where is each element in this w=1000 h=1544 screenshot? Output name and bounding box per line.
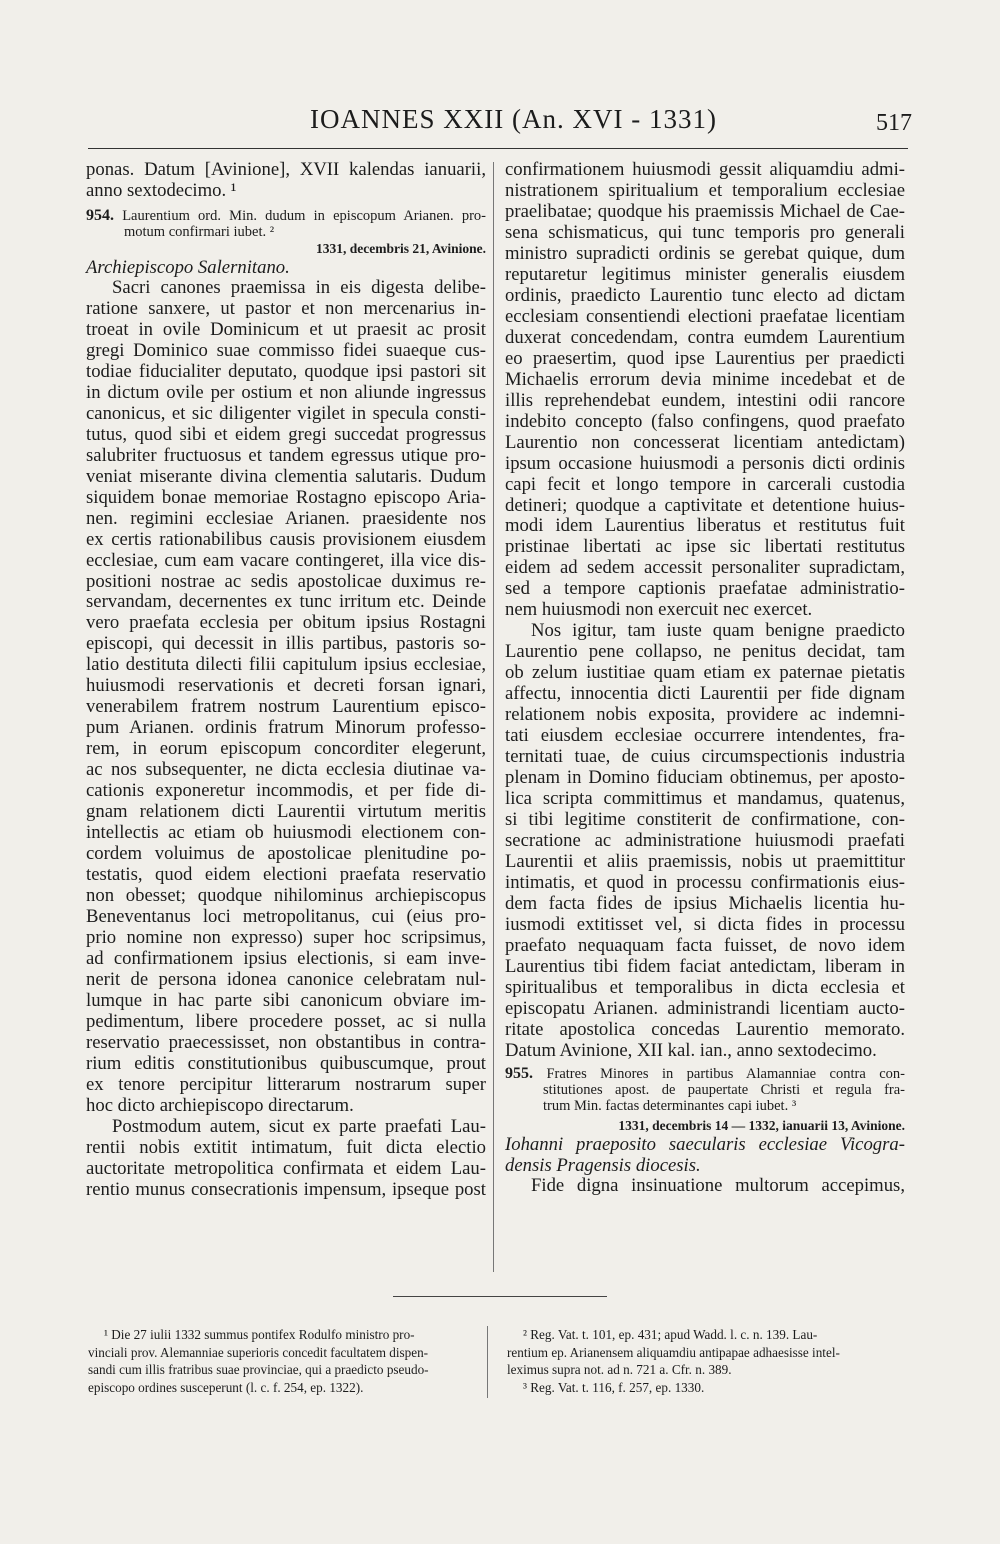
text-line: servandam, decernentes ex tunc irritum etc. Deinde (86, 591, 486, 613)
text-line: testatis, quod eidem electioni praefata reservatio (86, 864, 486, 886)
text-line: tutus, quod sibi et eidem gregi succedat progressus (86, 423, 486, 445)
text-line: praefato nequaquam facta fuisset, de novo idem (505, 934, 905, 956)
text-line: rium editis constitutionibus quibuscumque, prout (86, 1052, 486, 1074)
text-line: ecclesiae, cum eam vacare contingeret, illa vice dis- (86, 549, 486, 571)
text-line: Laurentio non concesserat licentiam antedictam) (505, 431, 905, 453)
text-line: nen. regimini ecclesiae Arianen. praesidente nos (86, 507, 486, 529)
footnote-line: vinciali prov. Alemanniae superioris concedit facultatem dispen- (88, 1344, 429, 1360)
text-line: ratione sanxere, ut pastor et non mercenarius in- (86, 297, 486, 319)
footnote-line: sandi cum illis fratribus suae provinciae, qui a praedicto pseudo- (88, 1362, 429, 1377)
footnote-line: leximus supra not. ad n. 721 a. Cfr. n. 389. (507, 1362, 732, 1377)
text-line: Laurentio pene collapso, ne penitus decidat, tam (505, 641, 905, 663)
text-line: huiusmodi reservationis et decreti forsan ignari, (86, 675, 486, 697)
regest-text: Fratres Minores in partibus Alamanniae contra con- (546, 1065, 905, 1082)
text-line: tati eiusdem ecclesiae occurrere intendentes, fra- (505, 725, 905, 747)
text-line: si tibi legitime constiterit de confirmatione, con- (505, 809, 905, 831)
text-line: rem, in eorum episcopum concorditer elegerunt, (86, 738, 486, 760)
text-line: Laurentii et aliis praemissis, nobis ut praemittitur (505, 850, 905, 872)
text-line: troeat in ovile Dominicum et ut praesit ac prosit (86, 318, 486, 340)
text-line: pum Arianen. ordinis fratrum Minorum professo- (86, 717, 486, 739)
document-955-heading (505, 1066, 905, 1197)
page-number: 517 (876, 110, 912, 136)
document-date: 1331, decembris 21, Avinione. (316, 240, 486, 256)
text-line: ordinis, praedicto Laurentio tunc electo ad dictam (505, 284, 905, 306)
text-line: pristinae libertati ac ipse sic libertati restitutus (505, 536, 905, 558)
footnote-line: ³ Reg. Vat. t. 116, f. 257, ep. 1330. (523, 1379, 705, 1395)
text-line: todiae fiducialiter deputato, quodque ipsi pastori sit (86, 360, 486, 382)
document-954-heading (86, 208, 486, 278)
text-line: lumque in hac parte sibi canonicum obviare im- (86, 989, 486, 1011)
text-line: non obesset; quodque nihilominus archiepiscopus (86, 885, 486, 907)
text-line: reputaretur legitimus minister generalis eiusdem (505, 263, 905, 285)
text-line: Beneventanus loci metropolitanus, cui (eius pro- (86, 906, 486, 927)
text-line: veniat miserante divina clementia salutaris. Dudum (86, 465, 486, 487)
text-line: hoc dicto archiepiscopo directarum. (86, 1094, 354, 1116)
text-line: vero praefata ecclesia per obitum ipsius Rostagni (86, 612, 486, 634)
text-line: ex certis rationabilibus causis provisionem eiusdem (86, 528, 486, 550)
text-line: ex tenore percipitur litterarum nostrarum super (86, 1073, 486, 1095)
text-line: cationis exponeretur incommodis, et per fide di- (86, 780, 486, 802)
text-line: auctoritate metropolitica confirmata et eidem Lau- (86, 1157, 486, 1179)
text-line: intimatis, et quod in processu confirmationis eius- (505, 871, 905, 893)
footnotes-right (507, 1326, 899, 1396)
regest-text: motum confirmari iubet. ² (124, 223, 275, 240)
left-column (86, 160, 486, 1201)
text-line: eidem ad sedem accessit personaliter supradictam, (505, 557, 905, 579)
text-line: dem facta fides de ipsius Michaelis licentia hu- (505, 892, 905, 914)
text-line: ministro supradicti ordinis se gerebat quique, dum (505, 242, 905, 264)
text-line: Laurentius tibi fidem faciat antedictam, liberam in (505, 955, 905, 977)
addressee: Archiepiscopo Salernitano. (86, 256, 290, 278)
right-column (505, 160, 905, 1197)
text-line: affectu, innocentia dicti Laurentii per fide dignam (505, 683, 905, 705)
text-line: sena schismaticus, qui tunc temporis pro generali (505, 221, 905, 243)
text-line: ponas. Datum [Avinione], XVII kalendas ianuarii, (86, 159, 486, 180)
text-line: Fide digna insinuatione multorum accepimus, (531, 1174, 905, 1196)
text-line: rentio munus consecrationis impensum, ipseque post (86, 1178, 486, 1200)
text-line: nerit de persona idonea canonice celebratam nul- (86, 968, 486, 990)
text-line: duxerat concedendam, contra eumdem Laurentium (505, 326, 905, 348)
text-line: gnam relationem dicti Laurentii virtutum meritis (86, 801, 486, 823)
document-number: 954. (86, 206, 114, 224)
text-line: siquidem bonae memoriae Rostagno episcopo Aria- (86, 486, 486, 508)
text-line: ipsum occasione huiusmodi a personis dicti ordinis (505, 452, 905, 474)
footnote-line: ¹ Die 27 iulii 1332 summus pontifex Rodulfo ministro pro- (104, 1327, 415, 1342)
text-line: anno sextodecimo. ¹ (86, 179, 237, 201)
text-line: venerabilem fratrem nostrum Laurentium episco- (86, 696, 486, 718)
text-line: intellectis ac etiam ob huiusmodi electionem con- (86, 822, 486, 844)
text-line: gregi Dominico suae commisso fidei suaeque cus- (86, 339, 486, 361)
text-line: nistrationem spiritualium et temporalium ecclesiae (505, 179, 905, 201)
text-line: ac nos subsequenter, ne dicta ecclesia diutinae va- (86, 759, 486, 781)
left-body-text (86, 278, 486, 1201)
text-line: plenam in Domino fiduciam obtinemus, per aposto- (505, 767, 905, 789)
regest-text: trum Min. factas determinantes capi iubet. ³ (543, 1097, 797, 1114)
footnote-rule (393, 1296, 607, 1297)
text-line: modi idem Laurentius liberatus et restitutus fuit (505, 515, 905, 537)
text-line: salubriter fructuosus et tandem egressus utique pro- (86, 444, 486, 466)
text-line: Datum Avinione, XII kal. ian., anno sextodecimo. (505, 1039, 877, 1061)
footnotes-left (88, 1326, 480, 1396)
text-line: Postmodum autem, sicut ex parte praefati Lau- (112, 1115, 486, 1137)
text-line: relationem nobis exposita, providere ac indemni- (505, 704, 905, 726)
text-line: prio nomine non expresso) super hoc scripsimus, (86, 926, 486, 948)
footnote-line: ² Reg. Vat. t. 101, ep. 431; apud Wadd. l. c. n. 139. Lau- (523, 1327, 818, 1342)
text-line: ternitati tuae, de cuius circumspectionis industria (505, 746, 905, 768)
text-line: spiritualibus et temporalibus in dicta ecclesia et (505, 976, 905, 998)
text-line: ob zelum iustitiae quam etiam ex paternae pietatis (505, 662, 905, 684)
text-line: detineri; quodque a captivitate et detentione huius- (505, 494, 905, 516)
footnote-line: episcopo ordines susceperunt (l. c. f. 254, ep. 1322). (88, 1379, 364, 1395)
text-line: confirmationem huiusmodi gessit aliquamdiu admi- (505, 159, 905, 180)
text-line: canonicus, et sic diligenter vigilet in specula consti- (86, 402, 486, 424)
text-line: ad confirmationem ipsius electionis, si eam inve- (86, 947, 486, 969)
footnote-line: rentium ep. Arianensem aliquamdiu antipapae adhaesisse intel- (507, 1344, 840, 1360)
text-line: indebito concepto (falso confingens, quod praefato (505, 410, 905, 432)
text-line: iusmodi extitisset vel, si dicta fides in processu (505, 913, 905, 935)
text-line: cordem voluimus de apostolicae plenitudine po- (86, 843, 486, 865)
text-line: illis reprehendebat eundem, intestini odii rancore (505, 389, 905, 411)
text-line: Nos igitur, tam iuste quam benigne praedicto (531, 620, 905, 642)
addressee: densis Pragensis diocesis. (505, 1154, 701, 1176)
header-rule (88, 148, 908, 149)
text-line: Michaelis errorum devia minime incedebat et de (505, 368, 905, 390)
text-line: capi fecit et longo tempore in carcerali custodia (505, 473, 905, 495)
right-body-text (505, 160, 905, 1062)
text-line: episcopatu Arianen. administrandi licentiam aucto- (505, 997, 905, 1019)
text-line: ritate apostolica concedas Laurentio memorato. (505, 1018, 905, 1040)
text-line: positioni nostrae ac sedis apostolicae duximus re- (86, 570, 486, 592)
page-header (0, 104, 1000, 144)
text-line: pedimentum, libere procedere posset, ac si nulla (86, 1010, 486, 1032)
text-line: rentii nobis extitit intimatum, fuit dicta electio (86, 1136, 486, 1158)
column-divider (493, 162, 494, 1272)
text-line: eo praesertim, quod ipse Laurentius per praedicti (505, 347, 905, 369)
document-number: 955. (505, 1064, 533, 1082)
text-line: ecclesiam consentiendi electioni praefatae licentiam (505, 305, 905, 327)
text-line: reservatio praecessisset, non obstantibus in contra- (86, 1031, 486, 1053)
text-line: lica scripta committimus et mandamus, quatenus, (505, 788, 905, 810)
running-title: IOANNES XXII (An. XVI - 1331) (310, 104, 717, 134)
text-line: nem huiusmodi non exercuit nec exercet. (505, 599, 813, 621)
document-date: 1331, decembris 14 — 1332, ianuarii 13, Avinione. (618, 1117, 905, 1133)
regest-text: stitutiones apost. de paupertate Christi et regula fra- (543, 1081, 905, 1098)
text-line: secratione ac administratione huiusmodi praefati (505, 830, 905, 851)
text-line: praelibatae; quodque his praemissis Michael de Cae- (505, 200, 905, 222)
footnote-divider (487, 1326, 488, 1398)
text-line: episcopi, qui decessit in illis partibus, pastoris so- (86, 633, 486, 655)
text-line: latio destituta dilecti filii capitulum ipsius ecclesiae, (86, 654, 486, 676)
regest-text: Laurentium ord. Min. dudum in episcopum Arianen. pro- (122, 207, 486, 224)
text-line: sed a tempore captionis praefatae administratio- (505, 578, 905, 600)
text-line: in dictum ovile per ostium et non aliunde ingressus (86, 381, 486, 403)
text-line: Sacri canones praemissa in eis digesta delibe- (112, 276, 486, 298)
addressee: Iohanni praeposito saecularis ecclesiae Vicogra- (505, 1133, 905, 1155)
